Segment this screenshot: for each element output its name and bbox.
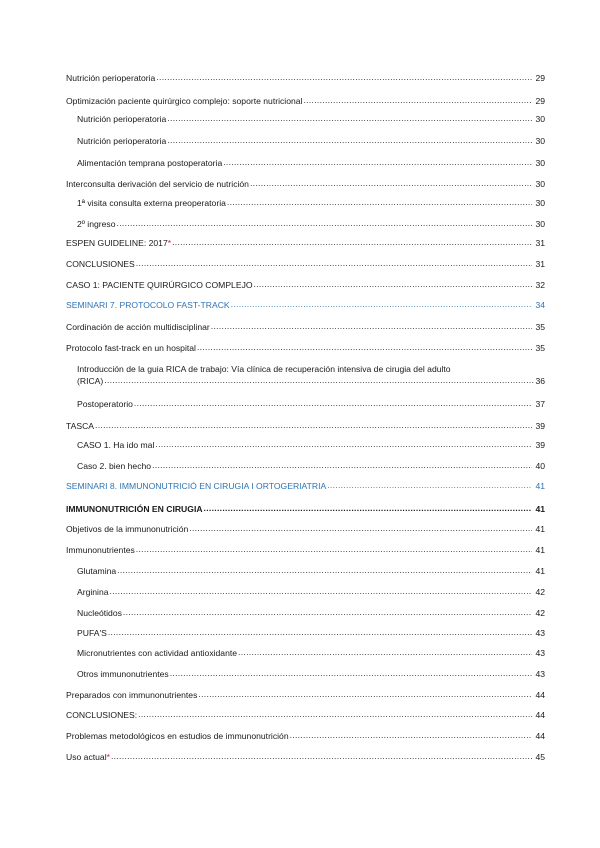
toc-page-number: 39 [535, 421, 545, 431]
toc-entry-text: Micronutrientes con actividad antioxidante [77, 648, 238, 658]
toc-leader-dots [170, 668, 532, 679]
toc-entry[interactable] [66, 731, 545, 742]
toc-entry-text: Optimización paciente quirúrgico complejo: soporte nutricional [66, 96, 303, 106]
toc-entry[interactable] [77, 628, 545, 639]
toc-leader-dots [95, 420, 532, 431]
toc-entry-title [77, 219, 116, 230]
toc-entry[interactable] [77, 198, 545, 209]
toc-page-number: 45 [535, 752, 545, 762]
toc-leader-dots [104, 374, 534, 386]
toc-page-number: 44 [535, 710, 545, 720]
toc-entry-title [66, 238, 171, 249]
toc-entry[interactable] [66, 690, 545, 701]
toc-entry[interactable] [66, 179, 545, 190]
toc-entry-text: SEMINARI 8. IMMUNONUTRICIÓ EN CIRUGIA I ORTOGERIATRIA [66, 481, 327, 491]
toc-entry-title [77, 566, 116, 577]
toc-entry-title [77, 440, 154, 451]
toc-entry[interactable] [66, 322, 545, 333]
toc-entry-text: CONCLUSIONES [66, 259, 135, 269]
toc-entry-title [66, 752, 110, 763]
toc-entry-text: Nutrición perioperatoria [77, 136, 167, 146]
toc-entry-title [77, 114, 166, 125]
toc-page-number: 29 [535, 73, 545, 83]
toc-entry-title [66, 343, 196, 354]
toc-page-number: 43 [535, 648, 545, 658]
toc-leader-dots [250, 178, 532, 189]
toc-leader-dots [197, 342, 532, 353]
toc-leader-dots [138, 709, 532, 720]
toc-leader-dots [134, 398, 532, 409]
toc-leader-dots [117, 565, 532, 576]
toc-entry-title [66, 96, 302, 107]
toc-leader-dots [290, 730, 532, 741]
toc-entry[interactable] [77, 158, 545, 169]
toc-leader-dots [198, 689, 532, 700]
toc-entry[interactable] [66, 481, 545, 492]
toc-entry[interactable] [66, 343, 545, 354]
toc-entry-text: Postoperatorio [77, 399, 133, 409]
toc-entry[interactable] [77, 219, 545, 230]
toc-entry-text: CASO 1. Ha ido mal [77, 440, 155, 450]
toc-leader-dots [327, 480, 532, 491]
toc-page-number: 35 [535, 343, 545, 353]
toc-page-number: 30 [535, 158, 545, 168]
toc-entry-text: Glutamina [77, 566, 117, 576]
toc-page-number: 41 [535, 481, 545, 491]
toc-page-number: 30 [535, 136, 545, 146]
toc-entry[interactable] [77, 648, 545, 659]
toc-entry-title [66, 481, 326, 492]
toc-entry[interactable] [77, 566, 545, 577]
toc-leader-dots [204, 503, 532, 514]
toc-entry-text: Nucleótidos [77, 608, 122, 618]
toc-leader-dots [155, 439, 532, 450]
toc-leader-dots [110, 586, 532, 597]
toc-entry-text: IMMUNONUTRICIÓN EN CIRUGIA [66, 504, 203, 514]
toc-entry[interactable] [66, 73, 545, 84]
toc-entry-text: 2º ingreso [77, 219, 116, 229]
toc-page-number: 32 [535, 280, 545, 290]
toc-page-number: 35 [535, 322, 545, 332]
toc-entry-title [77, 587, 109, 598]
toc-page-number: 41 [535, 566, 545, 576]
toc-entry[interactable] [66, 524, 545, 535]
toc-leader-dots [156, 72, 532, 83]
toc-page-number: 30 [535, 219, 545, 229]
toc-page-number: 34 [535, 300, 545, 310]
toc-entry[interactable] [77, 461, 545, 472]
toc-entry[interactable] [66, 504, 545, 515]
toc-entry-text: ESPEN GUIDELINE: 2017 [66, 238, 168, 248]
toc-entry-text: CONCLUSIONES: [66, 710, 138, 720]
toc-leader-dots [167, 135, 532, 146]
toc-entry-title [66, 259, 135, 270]
toc-entry-title [66, 524, 188, 535]
toc-entry-title-continued: (RICA) [77, 376, 104, 386]
toc-entry-title [77, 608, 122, 619]
toc-entry-title [77, 628, 107, 639]
toc-entry-text: Protocolo fast-track en un hospital [66, 343, 196, 353]
toc-leader-dots [223, 157, 532, 168]
toc-entry-text: 1ª visita consulta externa preoperatoria [77, 198, 226, 208]
toc-entry-text: CASO 1: PACIENTE QUIRÚRGICO COMPLEJO [66, 280, 253, 290]
toc-entry-title [66, 710, 137, 721]
toc-entry-title [66, 545, 135, 556]
toc-page-number: 43 [535, 669, 545, 679]
toc-entry-title [77, 198, 226, 209]
toc-entry-text: Preparados con immunonutrientes [66, 690, 198, 700]
toc-entry-title [66, 421, 94, 432]
toc-page-number: 30 [535, 114, 545, 124]
toc-entry[interactable] [66, 421, 545, 432]
toc-leader-dots [108, 627, 532, 638]
toc-entry[interactable] [77, 440, 545, 451]
toc-entry[interactable] [66, 259, 545, 270]
toc-page-number: 42 [535, 587, 545, 597]
toc-leader-dots [227, 197, 532, 208]
toc-page-number: 40 [535, 461, 545, 471]
toc-entry[interactable] [66, 752, 545, 763]
toc-entry[interactable] [66, 545, 545, 556]
toc-entry[interactable] [66, 96, 545, 107]
toc-leader-dots [189, 523, 532, 534]
toc-entry[interactable] [77, 363, 545, 387]
toc-page-number: 41 [535, 504, 545, 514]
toc-page-number: 41 [535, 545, 545, 555]
toc-page-number: 30 [535, 179, 545, 189]
toc-leader-dots [136, 544, 532, 555]
toc-page-number: 29 [535, 96, 545, 106]
toc-leader-dots [123, 607, 532, 618]
toc-entry[interactable] [77, 587, 545, 598]
toc-entry-title [77, 399, 133, 410]
toc-entry-title [66, 300, 230, 311]
toc-entry-title [66, 73, 155, 84]
toc-entry[interactable] [66, 238, 545, 249]
toc-leader-dots [136, 258, 532, 269]
toc-leader-dots [152, 460, 532, 471]
toc-entry-title [66, 322, 210, 333]
toc-entry-title [77, 461, 151, 472]
toc-entry[interactable] [66, 300, 545, 311]
toc-entry-text: Nutrición perioperatoria [77, 114, 167, 124]
toc-page-number: 30 [535, 198, 545, 208]
toc-entry[interactable] [66, 710, 545, 721]
toc-entry-text: Problemas metodológicos en estudios de immunonutrición [66, 731, 289, 741]
toc-leader-dots [172, 237, 532, 248]
toc-entry-title [77, 136, 166, 147]
toc-page-number: 37 [535, 399, 545, 409]
toc-entry-title [77, 669, 169, 680]
toc-page-number: 41 [535, 524, 545, 534]
toc-entry-text: Immunonutrientes [66, 545, 135, 555]
toc-page-number: 31 [535, 259, 545, 269]
toc-leader-dots [231, 299, 532, 310]
toc-entry-text: Alimentación temprana postoperatoria [77, 158, 223, 168]
toc-entry-text: Objetivos de la immunonutrición [66, 524, 189, 534]
toc-entry-text: Uso actual [66, 752, 107, 762]
toc-entry-text: Cordinación de acción multidisciplinar [66, 322, 210, 332]
toc-entry[interactable] [77, 136, 545, 147]
toc-entry-text: SEMINARI 7. PROTOCOLO FAST-TRACK [66, 300, 230, 310]
toc-entry[interactable] [77, 669, 545, 680]
toc-entry[interactable] [66, 280, 545, 291]
toc-leader-dots [238, 647, 532, 658]
toc-entry-text: Otros immunonutrientes [77, 669, 169, 679]
toc-entry-title [66, 179, 249, 190]
toc-entry-line2 [77, 375, 545, 387]
toc-entry-text: PUFA'S [77, 628, 107, 638]
toc-entry-title [77, 648, 237, 659]
toc-leader-dots [117, 218, 533, 229]
toc-page-number: 36 [535, 376, 545, 386]
toc-entry-text: Nutrición perioperatoria [66, 73, 156, 83]
toc-page-number: 44 [535, 690, 545, 700]
toc-entry[interactable] [77, 608, 545, 619]
toc-entry[interactable] [77, 114, 545, 125]
asterisk-mark: * [167, 238, 172, 248]
toc-entry-title: Introducción de la guia RICA de trabajo: Vía clínica de recuperación intensiva de cirugia del adulto [77, 364, 451, 374]
toc-entry-text: TASCA [66, 421, 95, 431]
toc-page-number: 31 [535, 238, 545, 248]
toc-entry-title [66, 690, 197, 701]
toc-leader-dots [303, 95, 532, 106]
toc-entry[interactable] [77, 399, 545, 410]
toc-page-number: 43 [535, 628, 545, 638]
toc-entry-title [66, 504, 203, 515]
toc-leader-dots [167, 113, 532, 124]
toc-entry-title [77, 158, 222, 169]
toc-page-number: 42 [535, 608, 545, 618]
toc-entry-title [66, 280, 253, 291]
toc-leader-dots [211, 321, 532, 332]
toc-entry-text: Interconsulta derivación del servicio de nutrición [66, 179, 249, 189]
toc-entry-text: Caso 2. bien hecho [77, 461, 152, 471]
toc-entry-text: Arginina [77, 587, 109, 597]
toc-leader-dots [254, 279, 532, 290]
toc-page-number: 44 [535, 731, 545, 741]
toc-entry-title [66, 731, 289, 742]
toc-leader-dots [111, 751, 532, 762]
toc-page-number: 39 [535, 440, 545, 450]
asterisk-mark: * [106, 752, 110, 762]
